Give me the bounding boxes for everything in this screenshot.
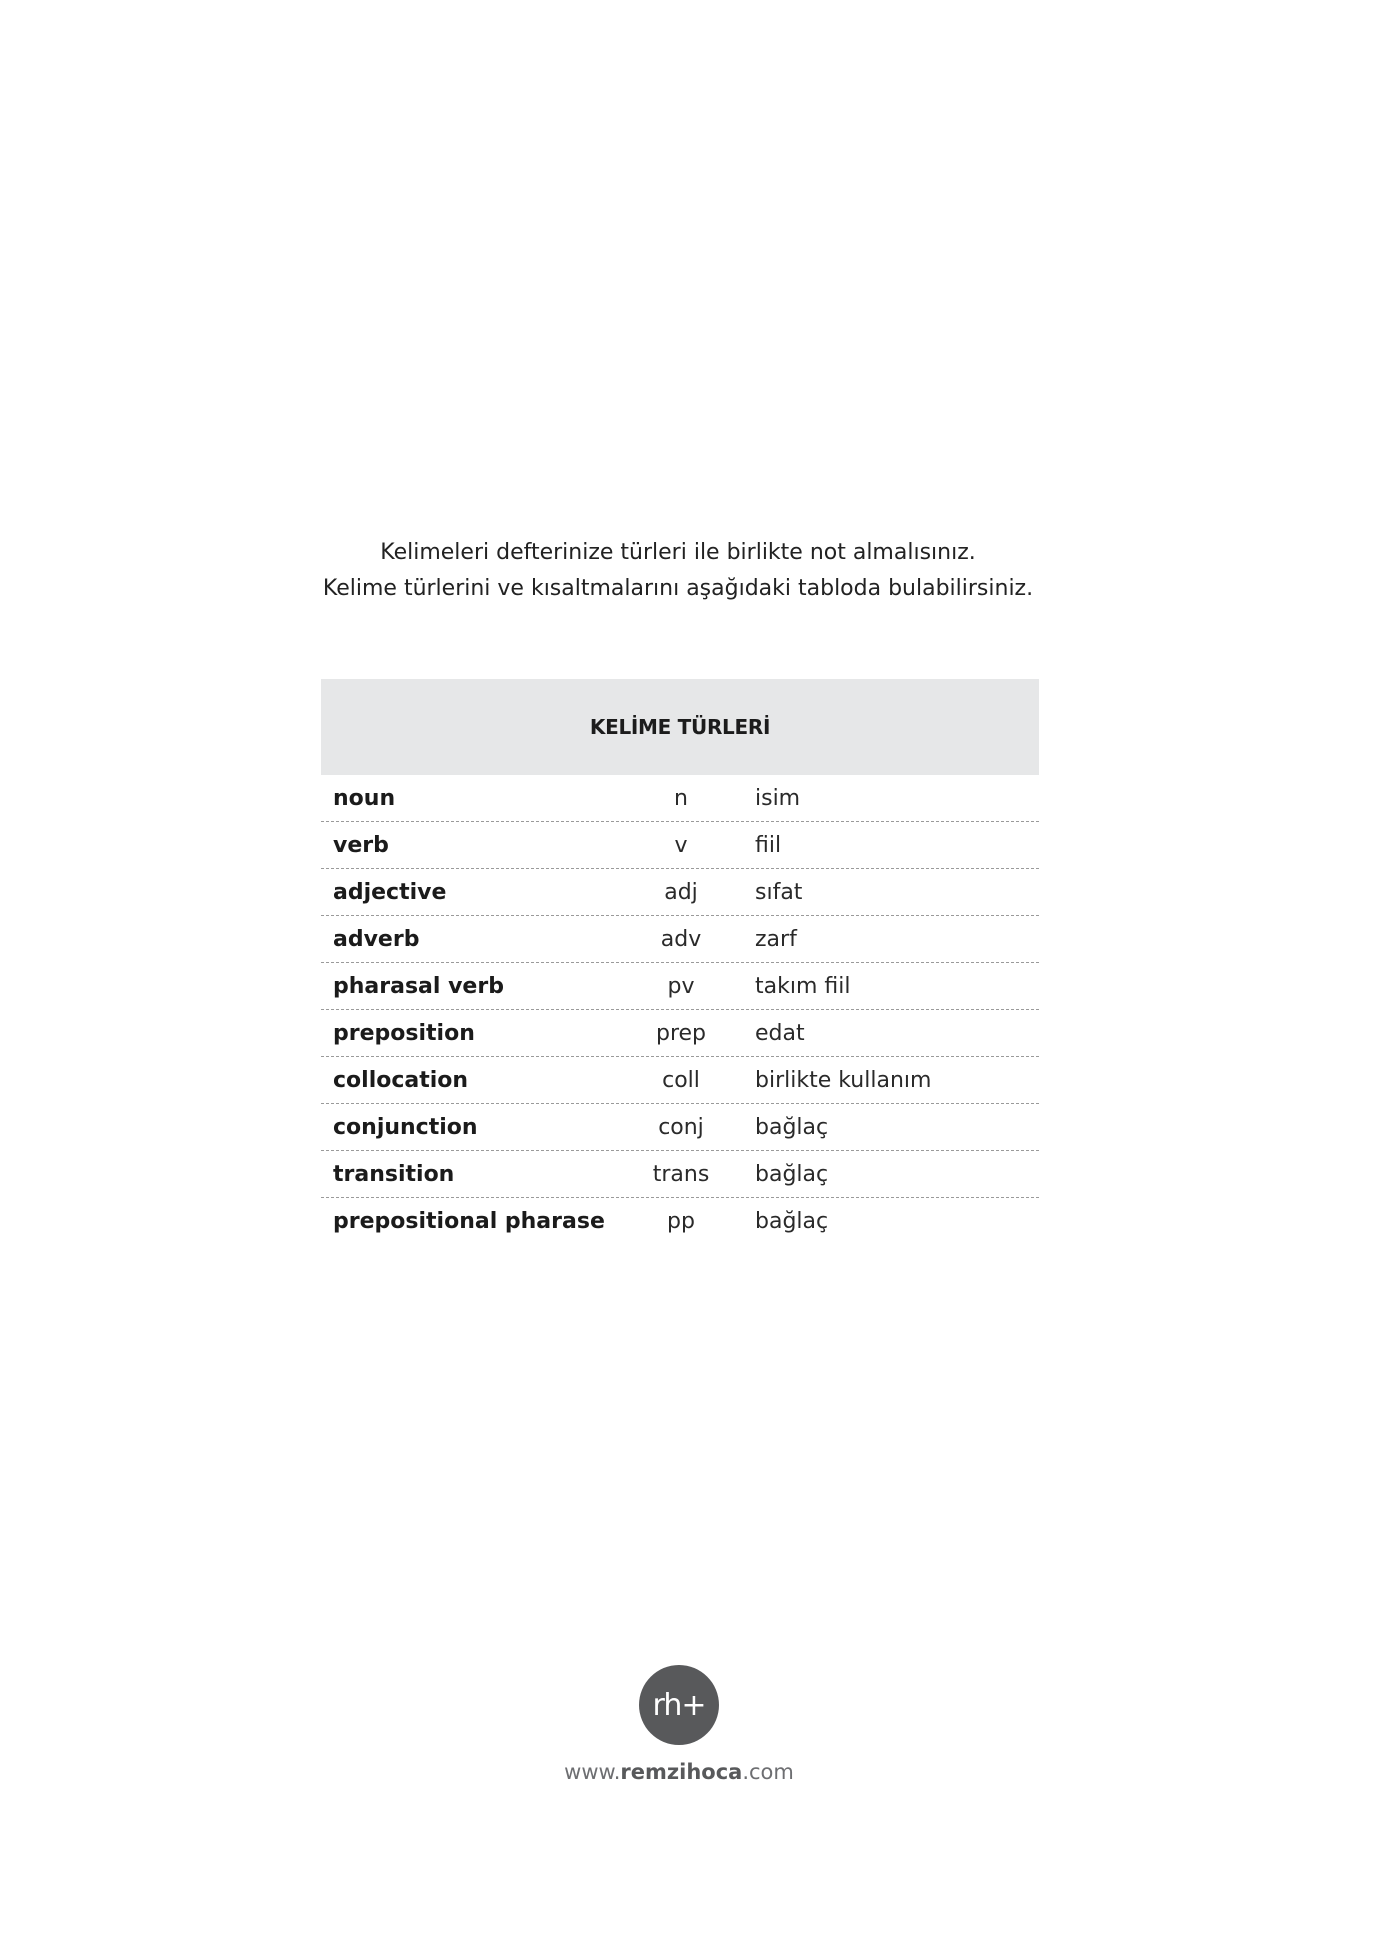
abbreviation-cell: conj [658, 1114, 704, 1140]
word-cell: preposition [333, 1020, 475, 1046]
table-row [321, 869, 1039, 916]
abbreviation-cell: trans [652, 1161, 710, 1187]
word-cell: pharasal verb [333, 973, 504, 999]
translation-cell: bağlaç [755, 1114, 829, 1140]
table-row [321, 1198, 1039, 1244]
translation-cell: takım fiil [755, 973, 851, 999]
intro-line-1: Kelimeleri defterinize türleri ile birlikte not almalısınız. [380, 540, 976, 565]
abbreviation-cell: pp [667, 1208, 695, 1234]
table-row [321, 1151, 1039, 1198]
website-prefix: www. [564, 1760, 621, 1784]
abbreviation-cell: v [674, 832, 688, 858]
translation-cell: zarf [755, 926, 797, 952]
abbreviation-cell: adj [664, 879, 698, 905]
word-types-table [321, 679, 1039, 1244]
abbreviation-cell: n [674, 785, 688, 811]
intro-text [0, 535, 1356, 607]
table-row [321, 775, 1039, 822]
word-cell: collocation [333, 1067, 469, 1093]
word-cell: transition [333, 1161, 455, 1187]
website-domain: remzihoca [620, 1760, 743, 1784]
word-cell: verb [333, 832, 389, 858]
table-row [321, 1057, 1039, 1104]
word-cell: adverb [333, 926, 420, 952]
translation-cell: sıfat [755, 879, 803, 905]
table-title: KELİME TÜRLERİ [321, 679, 1039, 775]
intro-line-2: Kelime türlerini ve kısaltmalarını aşağıdaki tabloda bulabilirsiniz. [322, 576, 1034, 601]
translation-cell: birlikte kullanım [755, 1067, 932, 1093]
word-cell: conjunction [333, 1114, 478, 1140]
word-cell: adjective [333, 879, 447, 905]
brand-logo [639, 1665, 719, 1745]
logo-text: rh+ [652, 1687, 706, 1723]
translation-cell: isim [755, 785, 801, 811]
abbreviation-cell: adv [660, 926, 702, 952]
table-row [321, 1104, 1039, 1151]
translation-cell: bağlaç [755, 1161, 829, 1187]
table-row [321, 963, 1039, 1010]
abbreviation-cell: pv [667, 973, 695, 999]
abbreviation-cell: prep [655, 1020, 707, 1046]
table-row [321, 822, 1039, 869]
abbreviation-cell: coll [662, 1067, 700, 1093]
table-row [321, 1010, 1039, 1057]
translation-cell: edat [755, 1020, 805, 1046]
website-url [0, 1760, 1358, 1784]
table-row [321, 916, 1039, 963]
website-suffix: .com [742, 1760, 794, 1784]
word-cell: noun [333, 785, 396, 811]
word-cell: prepositional pharase [333, 1208, 605, 1234]
translation-cell: fiil [755, 832, 782, 858]
translation-cell: bağlaç [755, 1208, 829, 1234]
